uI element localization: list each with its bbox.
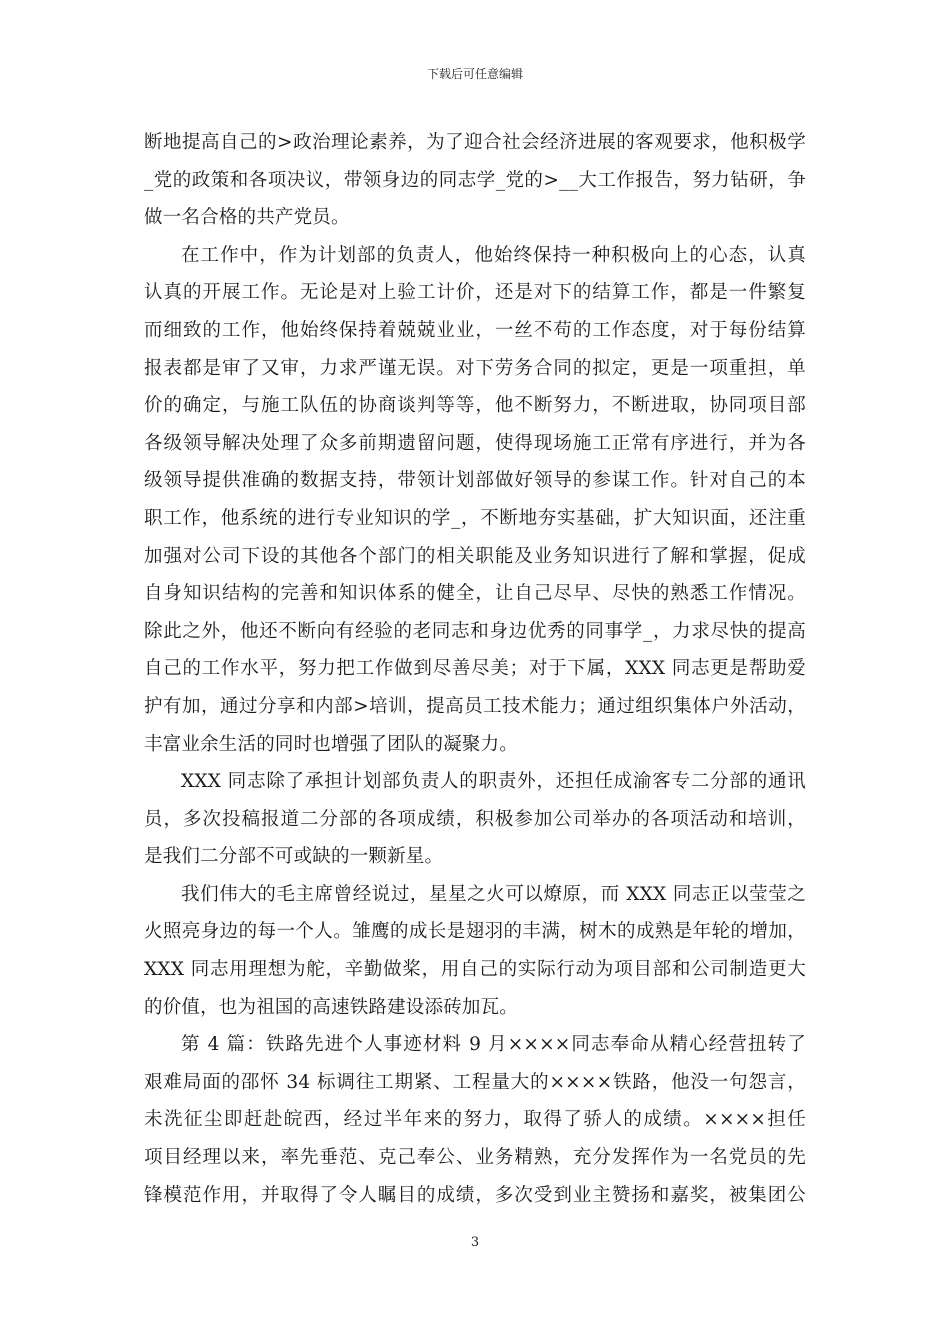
text-line: 职工作，他系统的进行专业知识的学_，不断地夯实基础，扩大知识面，还注重	[144, 507, 806, 529]
text-line: 而细致的工作，他始终保持着兢兢业业，一丝不苟的工作态度，对于每份结算	[144, 319, 806, 341]
page-number: 3	[470, 1235, 480, 1250]
text-line: 认真的开展工作。无论是对上验工计价，还是对下的结算工作，都是一件繁复	[144, 282, 806, 304]
text-line: 做一名合格的共产党员。	[144, 207, 350, 229]
text-line: 项目经理以来，率先垂范、克己奉公、业务精熟，充分发挥作为一名党员的先	[144, 1147, 806, 1169]
text-line: 断地提高自己的>政治理论素养，为了迎合社会经济进展的客观要求，他积极学	[144, 132, 806, 153]
text-line: 各级领导解决处理了众多前期遗留问题，使得现场施工正常有序进行，并为各	[144, 432, 806, 454]
text-line: 护有加，通过分享和内部>培训，提高员工技术能力；通过组织集体户外活动，	[144, 695, 806, 717]
page-header-note: 下载后可任意编辑	[426, 67, 523, 81]
text-line: 艰难局面的邵怀 34 标调往工期紧、工程量大的××××铁路，他没一句怨言，	[144, 1071, 806, 1093]
text-line: 丰富业余生活的同时也增强了团队的凝聚力。	[144, 733, 519, 755]
document-body	[144, 124, 806, 1214]
text-line: 的价值，也为祖国的高速铁路建设添砖加瓦。	[144, 996, 519, 1018]
paragraph-first-line: 在工作中，作为计划部的负责人，他始终保持一种积极向上的心态，认真	[181, 244, 806, 266]
text-line: 员，多次投稿报道二分部的各项成绩，积极参加公司举办的各项活动和培训，	[144, 808, 806, 830]
text-line: 级领导提供准确的数据支持，带领计划部做好领导的参谋工作。针对自己的本	[144, 470, 806, 492]
text-line: 报表都是审了又审，力求严谨无误。对下劳务合同的拟定，更是一项重担，单	[144, 357, 806, 379]
paragraph-first-line: 我们伟大的毛主席曾经说过，星星之火可以燎原，而 XXX 同志正以莹莹之	[181, 883, 806, 905]
text-line: 价的确定，与施工队伍的协商谈判等等，他不断努力，不断进取，协同项目部	[144, 395, 806, 417]
text-line: 未洗征尘即赶赴皖西，经过半年来的努力，取得了骄人的成绩。××××担任	[144, 1109, 806, 1131]
text-line: 自身知识结构的完善和知识体系的健全，让自己尽早、尽快的熟悉工作情况。	[144, 583, 806, 605]
paragraph-first-line: 第 4 篇：铁路先进个人事迹材料 9 月××××同志奉命从精心经营扭转了	[181, 1034, 806, 1056]
text-line: 火照亮身边的每一个人。雏鹰的成长是翅羽的丰满，树木的成熟是年轮的增加，	[144, 921, 806, 943]
text-line: 锋模范作用，并取得了令人瞩目的成绩，多次受到业主赞扬和嘉奖，被集团公	[144, 1184, 806, 1206]
text-line: XXX 同志用理想为舵，辛勤做桨，用自己的实际行动为项目部和公司制造更大	[144, 959, 806, 981]
text-line: 加强对公司下设的其他各个部门的相关职能及业务知识进行了解和掌握，促成	[144, 545, 806, 567]
text-line: 除此之外，他还不断向有经验的老同志和身边优秀的同事学_，力求尽快的提高	[144, 620, 806, 642]
text-line: 是我们二分部不可或缺的一颗新星。	[144, 846, 444, 868]
paragraph-first-line: XXX 同志除了承担计划部负责人的职责外，还担任成渝客专二分部的通讯	[181, 771, 806, 793]
text-line: 自己的工作水平，努力把工作做到尽善尽美；对于下属，XXX 同志更是帮助爱	[144, 658, 806, 680]
text-line: _党的政策和各项决议，带领身边的同志学_党的>__大工作报告，努力钻研，争	[144, 169, 806, 191]
